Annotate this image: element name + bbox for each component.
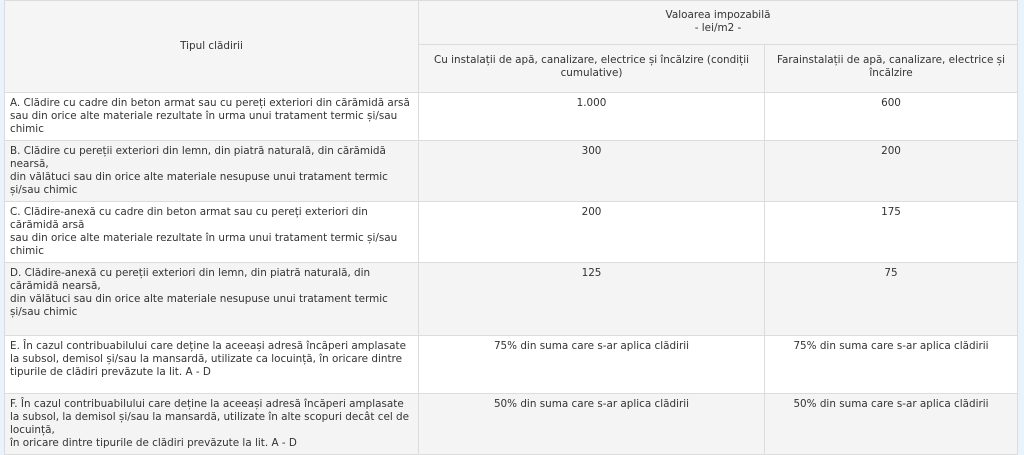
row-c-line-2: sau din orice alte materiale rezultate în urma unui tratament termic și/sau chimic <box>10 232 398 257</box>
header-building-type: Tipul clădirii <box>5 1 419 93</box>
row-e-type <box>5 336 419 394</box>
header-with-utilities: Cu instalații de apă, canalizare, electrice și încălzire (condiții cumulative) <box>419 45 765 93</box>
row-d-without-utilities: 75 <box>765 263 1018 336</box>
row-a-line-1: A. Clădire cu cadre din beton armat sau cu pereți exteriori din cărămidă arsă <box>10 97 410 109</box>
row-a-with-utilities: 1.000 <box>419 93 765 141</box>
row-f-with-utilities: 50% din suma care s-ar aplica clădirii <box>419 394 765 455</box>
table-row <box>5 93 1018 141</box>
row-d-type <box>5 263 419 336</box>
row-f-line-2: în oricare dintre tipurile de clădiri prevăzute la lit. A - D <box>10 437 297 449</box>
row-c-without-utilities: 175 <box>765 202 1018 263</box>
row-d-line-1: D. Clădire-anexă cu pereții exteriori din lemn, din piatră naturală, din cărămidă nearsă, <box>10 267 371 292</box>
header-taxable-value-title: Valoarea impozabilă <box>665 9 771 21</box>
tax-table-container <box>4 0 1017 449</box>
header-without-utilities: Farainstalații de apă, canalizare, electrice și încălzire <box>765 45 1018 93</box>
row-d-with-utilities: 125 <box>419 263 765 336</box>
building-tax-table <box>4 0 1018 455</box>
row-c-type <box>5 202 419 263</box>
header-taxable-value <box>419 1 1018 45</box>
row-e-line-1: E. În cazul contribuabilului care deține la aceeași adresă încăperi amplasate la subsol, demisol și/sau la mansardă, utilizate ca locuință, în oricare dintre tipurile de clădiri prevăzute la lit. A - D <box>10 340 407 378</box>
header-taxable-value-unit: - lei/m2 - <box>694 22 742 34</box>
row-b-without-utilities: 200 <box>765 141 1018 202</box>
row-f-without-utilities: 50% din suma care s-ar aplica clădirii <box>765 394 1018 455</box>
row-a-without-utilities: 600 <box>765 93 1018 141</box>
row-b-line-1: B. Clădire cu pereții exteriori din lemn, din piatră naturală, din cărămidă nearsă, <box>10 145 386 170</box>
row-c-with-utilities: 200 <box>419 202 765 263</box>
table-row <box>5 141 1018 202</box>
row-f-type <box>5 394 419 455</box>
row-e-without-utilities: 75% din suma care s-ar aplica clădirii <box>765 336 1018 394</box>
row-a-line-2: sau din orice alte materiale rezultate în urma unui tratament termic și/sau chimic <box>10 110 398 135</box>
row-b-with-utilities: 300 <box>419 141 765 202</box>
row-b-type <box>5 141 419 202</box>
row-d-line-2: din vălătuci sau din orice alte materiale nesupuse unui tratament termic și/sau chimic <box>10 293 388 318</box>
row-c-line-1: C. Clădire-anexă cu cadre din beton armat sau cu pereți exteriori din cărămidă arsă <box>10 206 368 231</box>
row-a-type <box>5 93 419 141</box>
table-row <box>5 202 1018 263</box>
row-b-line-2: din vălătuci sau din orice alte materiale nesupuse unui tratament termic și/sau chimic <box>10 171 388 196</box>
table-row <box>5 263 1018 336</box>
table-row <box>5 394 1018 455</box>
row-f-line-1: F. În cazul contribuabilului care deține la aceeași adresă încăperi amplasate la subsol, la demisol și/sau la mansardă, utilizate în alte scopuri decât cel de locuință, <box>10 398 410 436</box>
table-row <box>5 336 1018 394</box>
row-e-with-utilities: 75% din suma care s-ar aplica clădirii <box>419 336 765 394</box>
